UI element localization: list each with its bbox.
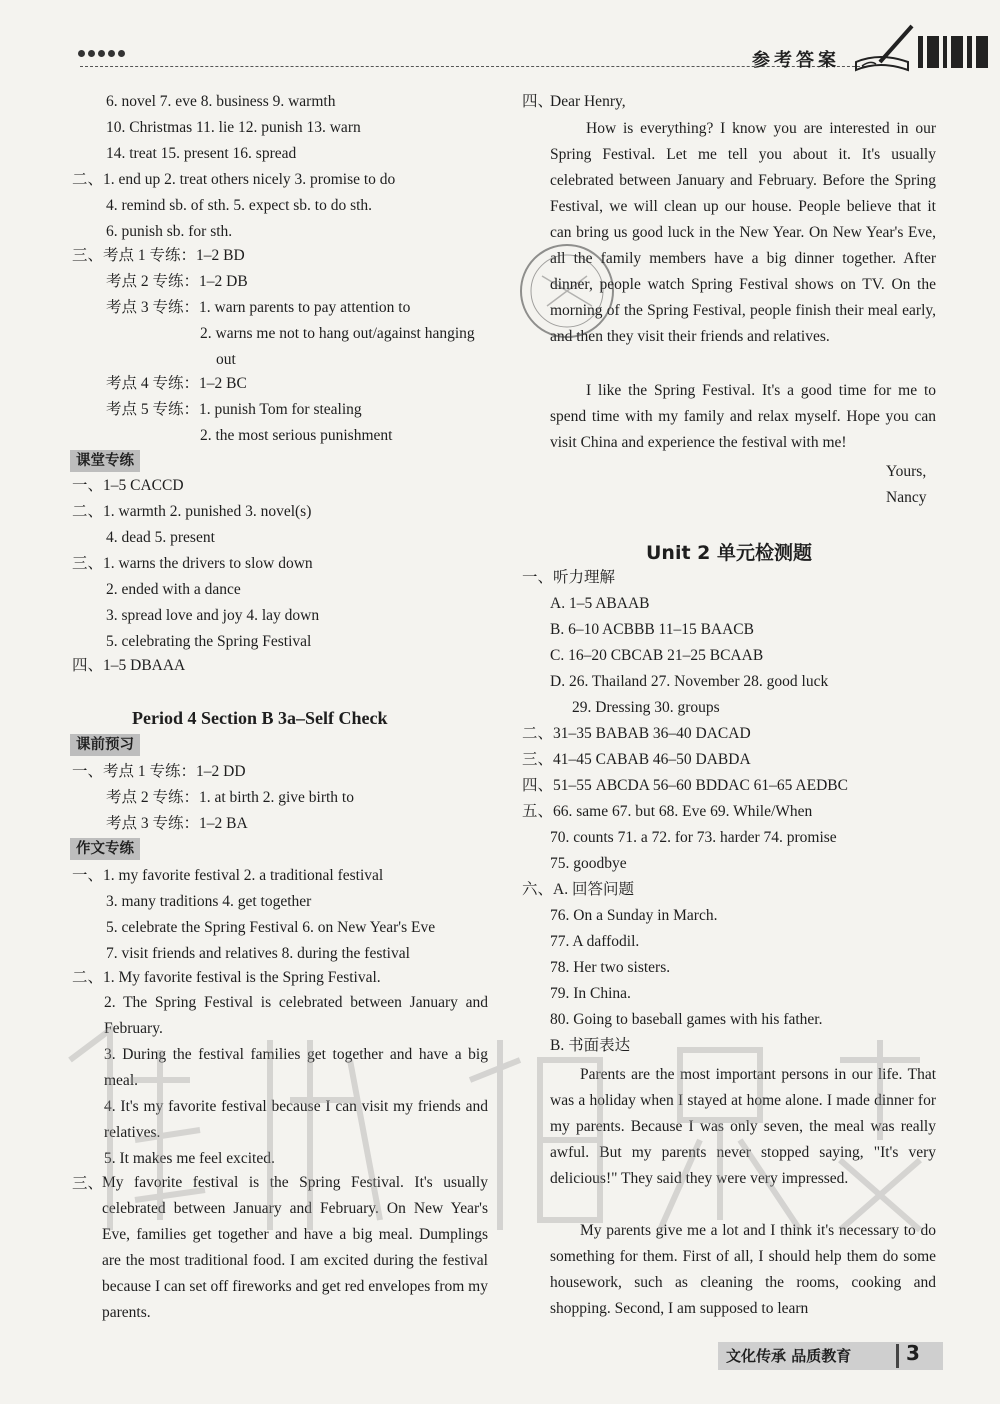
text-line: A. 1–5 ABAAB [550,595,650,612]
text-line: 二、1. My favorite festival is the Spring Festival. [72,969,381,986]
letter-greeting: Dear Henry, [550,93,626,110]
text-line: 80. Going to baseball games with his father. [550,1011,823,1028]
letter-signature: Nancy [886,489,927,506]
pencil-book-icon [850,22,920,78]
answer-2-3: 3. During the festival families get together and have a big meal. [104,1046,488,1089]
essay-label: 三、 [72,1175,104,1192]
text-line: 2. warns me not to hang out/against hanging [200,325,475,342]
text-line: 76. On a Sunday in March. [550,907,718,924]
letter-closing: Yours, [886,463,927,480]
sample-essay-p2: My parents give me a lot and I think it's necessary to do something for them. First of all, I should help them do some housework, such as cleaning the rooms, cooking and shopping. Second, I am supposed to learn [550,1222,936,1317]
text-line: 4. dead 5. present [106,529,215,546]
text-line: 6. punish sb. for sth. [106,223,233,240]
section-tag-preview: 课前预习 [70,734,140,756]
text-line: 29. Dressing 30. groups [572,699,720,716]
unit-title: Unit 2 单元检测题 [646,542,812,564]
text-line: 78. Her two sisters. [550,959,671,976]
page-number: 3 [906,1341,920,1365]
section-tag-writing: 作文专练 [70,838,140,860]
text-line: 考点 4 专练：1–2 BC [106,375,247,392]
text-line: 一、1. my favorite festival 2. a traditional festival [72,867,384,884]
text-line: 四、51–55 ABCDA 56–60 BDDAC 61–65 AEDBC [522,777,848,794]
text-line: 三、考点 1 专练：1–2 BD [72,247,245,264]
text-line: 二、1. end up 2. treat others nicely 3. promise to do [72,171,396,188]
answer-2-2: 2. The Spring Festival is celebrated between January and February. [104,994,488,1037]
header-dots [78,44,148,56]
header-bars-icon [918,36,988,68]
text-line: 一、1–5 CACCD [72,477,184,494]
sample-essay-p1: Parents are the most important persons in our life. That was a holiday when I stayed at home alone. I made dinner for my parents. Because I was only seven, the meal was really awful. But my parents never stopped saying, "It's very delicious!" They said they were very impressed. [550,1066,936,1187]
text-line: 一、听力理解 [522,569,616,586]
text-line: 四、1–5 DBAAA [72,657,186,674]
footer-slogan: 文化传承 品质教育 [726,1347,852,1365]
watermark [40,1020,960,1240]
text-line: 3. spread love and joy 4. lay down [106,607,320,624]
text-line: C. 16–20 CBCAB 21–25 BCAAB [550,647,764,664]
text-line: 考点 3 专练：1. warn parents to pay attention to [106,299,411,316]
text-line: B. 6–10 ACBBB 11–15 BAACB [550,621,754,638]
text-line: 3. many traditions 4. get together [106,893,312,910]
letter-label: 四、 [522,93,554,110]
text-line: 79. In China. [550,985,631,1002]
text-line: 考点 2 专练：1. at birth 2. give birth to [106,789,354,806]
answer-2-4: 4. It's my favorite festival because I can visit my friends and relatives. [104,1098,488,1141]
text-line: 70. counts 71. a 72. for 73. harder 74. promise [550,829,837,846]
text-line: 75. goodbye [550,855,627,872]
text-line: 4. remind sb. of sth. 5. expect sb. to do sth. [106,197,373,214]
text-line: D. 26. Thailand 27. November 28. good luck [550,673,829,690]
text-line: 一、考点 1 专练：1–2 DD [72,763,246,780]
letter-paragraph-2: I like the Spring Festival. It's a good time for me to spend time with my family and relax myself. Hope you can visit China and experience the festival with me! [550,382,936,451]
text-line: 三、41–45 CABAB 46–50 DABDA [522,751,751,768]
text-line: 六、A. 回答问题 [522,881,634,898]
text-line: 五、66. same 67. but 68. Eve 69. While/When [522,803,813,820]
text-line: 三、1. warns the drivers to slow down [72,555,313,572]
text-line: 5. celebrate the Spring Festival 6. on New Year's Eve [106,919,436,936]
text-line: 考点 3 专练：1–2 BA [106,815,248,832]
letter-paragraph-1: How is everything? I know you are interested in our Spring Festival. Let me tell you about it. It's usually celebrated between January and February. Before the Spring Festival, we will clean up our house. People believe that it can bring us good luck in the New Year. On New Year's Eve, all the family members have a big dinner together. After dinner, people watch Spring Festival shows on TV. On the morning of the Spring Festival, people finish their meal early, and then they visit their friends and relatives. [550,120,936,345]
text-line: 考点 2 专练：1–2 DB [106,273,248,290]
footer-divider [896,1344,899,1368]
text-line: B. 书面表达 [550,1037,631,1054]
text-line: 考点 5 专练：1. punish Tom for stealing [106,401,362,418]
text-line: 10. Christmas 11. lie 12. punish 13. warn [106,119,361,136]
header-title: 参考答案 [752,50,840,71]
text-line: 2. ended with a dance [106,581,241,598]
period-title: Period 4 Section B 3a–Self Check [132,708,388,728]
answer-2-5: 5. It makes me feel excited. [104,1150,275,1167]
text-line: 二、1. warmth 2. punished 3. novel(s) [72,503,312,520]
text-line: 5. celebrating the Spring Festival [106,633,312,650]
text-line: 14. treat 15. present 16. spread [106,145,297,162]
text-line: 2. the most serious punishment [200,427,393,444]
text-line: out [216,351,236,368]
text-line: 二、31–35 BABAB 36–40 DACAD [522,725,751,742]
text-line: 7. visit friends and relatives 8. during the festival [106,945,410,962]
text-line: 77. A daffodil. [550,933,640,950]
text-line: 6. novel 7. eve 8. business 9. warmth [106,93,336,110]
section-tag-classroom: 课堂专练 [70,450,140,472]
sample-essay-left: My favorite festival is the Spring Festival. It's usually celebrated between January and February. On New Year's Eve, families get together and have a big meal. Dumplings are the most traditional food. I am excited during the festival because I can set off fireworks and get red envelopes from my parents. [102,1174,488,1321]
stamp-mark [512,236,622,346]
